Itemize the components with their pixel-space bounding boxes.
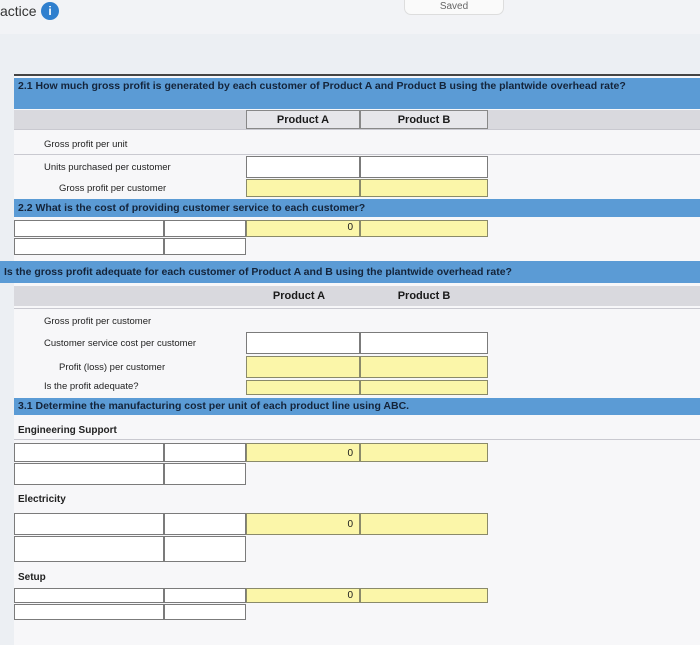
q23-input-a-service[interactable] xyxy=(246,332,360,354)
q23-adequate-b[interactable] xyxy=(360,380,488,395)
q22-input-2[interactable] xyxy=(164,220,246,237)
q23-row-label: Gross profit per customer xyxy=(44,316,152,327)
q21-input-a-units[interactable] xyxy=(246,156,360,178)
q21-col-product-b: Product B xyxy=(360,110,488,129)
q21-row-label: Units purchased per customer xyxy=(44,162,171,173)
elec-input-2[interactable] xyxy=(164,513,246,535)
eng-output-value[interactable]: 0 xyxy=(246,443,360,462)
q23-adequate-a[interactable] xyxy=(246,380,360,395)
setup-input-1[interactable] xyxy=(14,588,164,603)
electricity-label: Electricity xyxy=(18,494,66,505)
q23-col-product-a: Product A xyxy=(272,290,326,302)
q23-output-b-profit[interactable] xyxy=(360,356,488,378)
q23-input-b-service[interactable] xyxy=(360,332,488,354)
q21-col-product-a: Product A xyxy=(246,110,360,129)
setup-output-b[interactable] xyxy=(360,588,488,603)
eng-input-1[interactable] xyxy=(14,443,164,462)
setup-label: Setup xyxy=(18,572,46,583)
q23-output-a-profit[interactable] xyxy=(246,356,360,378)
setup-input-3[interactable] xyxy=(14,604,164,620)
q22-output-value[interactable]: 0 xyxy=(246,220,360,237)
elec-output-b[interactable] xyxy=(360,513,488,535)
info-icon[interactable]: i xyxy=(41,2,59,20)
q21-input-b-units[interactable] xyxy=(360,156,488,178)
question-3-1: 3.1 Determine the manufacturing cost per unit of each product line using ABC. xyxy=(14,398,700,415)
eng-input-2[interactable] xyxy=(164,443,246,462)
top-bar xyxy=(0,0,700,34)
elec-input-3[interactable] xyxy=(14,536,164,562)
question-2-3: Is the gross profit adequate for each customer of Product A and B using the plantwide overhead rate? xyxy=(0,261,700,283)
worksheet xyxy=(4,74,700,645)
q21-output-b[interactable] xyxy=(360,179,488,197)
q23-row-label: Is the profit adequate? xyxy=(44,381,139,392)
q23-row-label: Profit (loss) per customer xyxy=(59,362,166,373)
setup-input-4[interactable] xyxy=(164,604,246,620)
eng-input-4[interactable] xyxy=(164,463,246,485)
elec-input-1[interactable] xyxy=(14,513,164,535)
saved-status: Saved xyxy=(404,0,504,15)
q23-col-product-b: Product B xyxy=(397,290,451,302)
q22-output-b[interactable] xyxy=(360,220,488,237)
q21-row-label: Gross profit per customer xyxy=(59,183,167,194)
question-2-1: 2.1 How much gross profit is generated by each customer of Product A and Product B using the plantwide overhead rate? xyxy=(14,78,700,109)
elec-input-4[interactable] xyxy=(164,536,246,562)
q21-output-a[interactable] xyxy=(246,179,360,197)
q22-input-3[interactable] xyxy=(14,238,164,255)
q22-input-4[interactable] xyxy=(164,238,246,255)
setup-output-value[interactable]: 0 xyxy=(246,588,360,603)
q22-input-1[interactable] xyxy=(14,220,164,237)
setup-input-2[interactable] xyxy=(164,588,246,603)
q23-row-label: Customer service cost per customer xyxy=(44,338,197,349)
elec-output-value[interactable]: 0 xyxy=(246,513,360,535)
question-2-2: 2.2 What is the cost of providing customer service to each customer? xyxy=(14,199,700,217)
assignment-title: actice xyxy=(0,3,37,19)
q21-header-row xyxy=(14,110,700,129)
eng-input-3[interactable] xyxy=(14,463,164,485)
q21-row-label: Gross profit per unit xyxy=(44,139,128,150)
eng-output-b[interactable] xyxy=(360,443,488,462)
engineering-support-label: Engineering Support xyxy=(18,425,117,436)
q23-header-row xyxy=(14,286,700,306)
